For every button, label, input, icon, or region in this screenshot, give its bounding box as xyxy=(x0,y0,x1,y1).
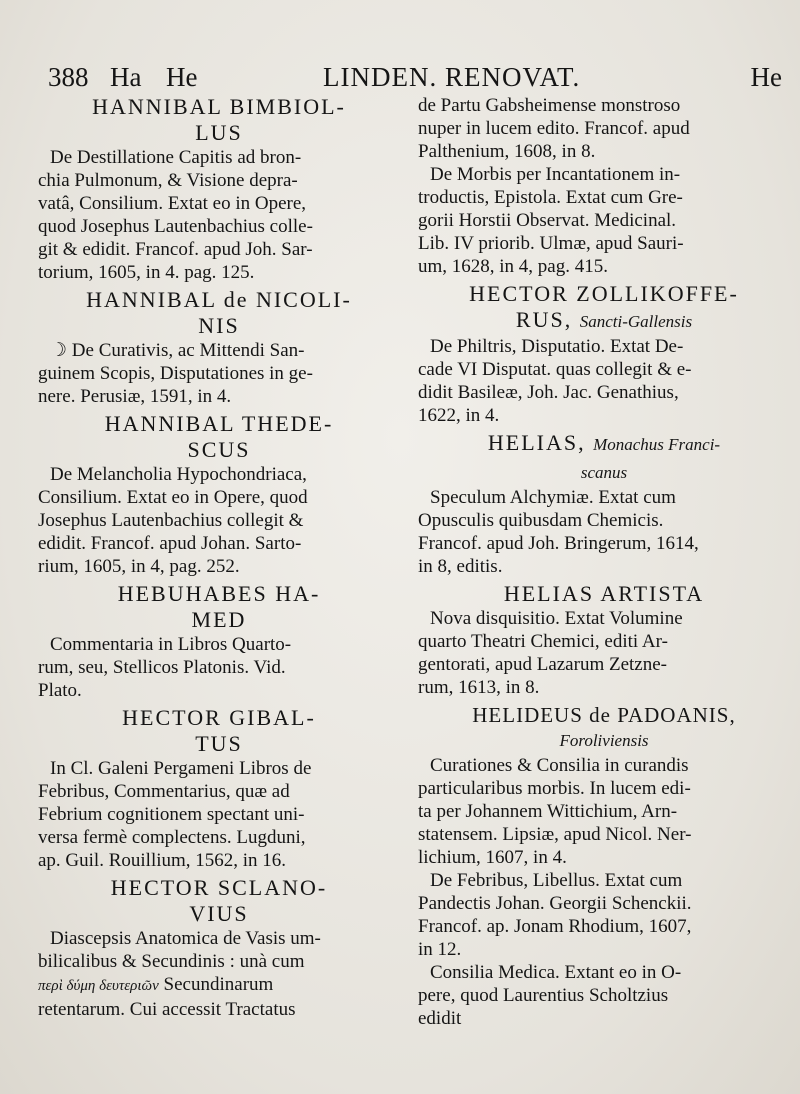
entry xyxy=(38,94,400,284)
page-number: 388 xyxy=(48,62,89,92)
entry xyxy=(38,581,400,702)
entry-text: de Partu Gabsheimense monstroso nuper in lucem edito. Francof. apud Palthenium, 1608, in 8. xyxy=(418,95,690,162)
entry xyxy=(418,281,790,427)
entry-heading: HELIAS ARTISTA xyxy=(503,581,705,606)
heading-name: HELIAS, xyxy=(487,430,586,455)
entry-heading: HECTOR SCLANO- VIUS xyxy=(110,875,328,926)
page-header xyxy=(48,60,782,96)
heading-sub: Monachus Franci- scanus xyxy=(580,435,721,482)
entry xyxy=(38,287,400,408)
entry xyxy=(418,94,790,278)
entry-heading: HELIDEUS de PADOANIS, xyxy=(472,703,736,727)
entry-heading xyxy=(418,430,790,486)
right-head: He xyxy=(750,62,782,92)
right-column xyxy=(418,94,790,1082)
heading-name: HECTOR ZOLLIKOFFE- RUS, xyxy=(469,281,739,332)
entry xyxy=(38,705,400,872)
entry-text: Consilia Medica. Extant eo in O- pere, quod Laurentius Scholtzius edidit xyxy=(418,962,682,1029)
entry-text xyxy=(38,927,400,1021)
entry-text-part: Diascepsis Anatomica de Vasis um- bilicalibus & Secundinis : unà cum xyxy=(38,928,321,972)
entry-heading: HANNIBAL de NICOLI- NIS xyxy=(86,287,352,338)
entry-text: ☽ De Curativis, ac Mittendi San- guinem Scopis, Disputationes in ge- nere. Perusiæ, 1591, in 4. xyxy=(38,340,313,407)
entry-heading-sub xyxy=(418,726,790,754)
entry-text: De Morbis per Incantationem in- troductis, Epistola. Extat cum Gre- gorii Horstii Observat. Medicinal. Lib. IV priorib. Ulmæ, apud Sauri- um, 1628, in 4, pag. 415. xyxy=(418,164,684,277)
entry-text: De Febribus, Libellus. Extat cum Pandectis Johan. Georgii Schenckii. Francof. ap. Jonam Rhodium, 1607, in 12. xyxy=(418,870,692,960)
entry-text: Nova disquisitio. Extat Volumine quarto Theatri Chemici, editi Ar- gentorati, apud Lazarum Zetzne- rum, 1613, in 8. xyxy=(418,608,683,698)
entry xyxy=(418,702,790,1030)
entry-text: De Philtris, Disputatio. Extat De- cade VI Disputat. quas collegit & e- didit Basileæ, Joh. Jac. Genathius, 1622, in 4. xyxy=(418,336,692,426)
entry-text: Commentaria in Libros Quarto- rum, seu, Stellicos Platonis. Vid. Plato. xyxy=(38,634,292,701)
entry-heading: HEBUHABES HA- MED xyxy=(117,581,321,632)
entry-text: Curationes & Consilia in curandis particularibus morbis. In lucem edi- ta per Johannem Wittichium, Arn- statensem. Lipsiæ, apud Nicol. Ner- lichium, 1607, in 4. xyxy=(418,755,692,868)
running-title: LINDEN. RENOVAT. xyxy=(323,62,581,92)
left-column xyxy=(38,94,400,1082)
heading-sub: Sancti-Gallensis xyxy=(579,312,693,331)
entry-heading: HANNIBAL THEDE- SCUS xyxy=(104,411,334,462)
left-head-1: Ha xyxy=(110,62,142,92)
entry xyxy=(38,411,400,578)
entry-text: De Melancholia Hypochondriaca, Consilium. Extat eo in Opere, quod Josephus Lautenbachius collegit & edidit. Francof. apud Johan. Sarto- rium, 1605, in 4, pag. 252. xyxy=(38,464,308,577)
entry-text: Speculum Alchymiæ. Extat cum Opusculis quibusdam Chemicis. Francof. apud Joh. Bringerum, 1614, in 8, editis. xyxy=(418,487,699,577)
left-head-2: He xyxy=(166,62,198,92)
entry xyxy=(418,581,790,699)
heading-sub: Foroliviensis xyxy=(559,731,649,750)
entry-text-part: Secundinarum retentarum. Cui accessit Tractatus xyxy=(38,974,296,1020)
entry-text: De Destillatione Capitis ad bron- chia Pulmonum, & Visione depra- vatâ, Consilium. Extat eo in Opere, quod Josephus Lautenbachius colle- git & edidit. Francof. apud Joh. Sar- torium, 1605, in 4. pag. 125. xyxy=(38,147,313,283)
entry-text: In Cl. Galeni Pergameni Libros de Febribus, Commentarius, quæ ad Febrium cognitionem spectant uni- versa fermè complectens. Lugduni, ap. Guil. Rouillium, 1562, in 16. xyxy=(38,758,312,871)
entry xyxy=(418,430,790,578)
entry xyxy=(38,875,400,1021)
entry-heading: HECTOR GIBAL- TUS xyxy=(122,705,316,756)
entry-heading xyxy=(418,281,790,335)
entry-heading: HANNIBAL BIMBIOL- LUS xyxy=(92,94,346,145)
greek-phrase: περὶ δύμη δευτεριῶν xyxy=(38,978,159,994)
